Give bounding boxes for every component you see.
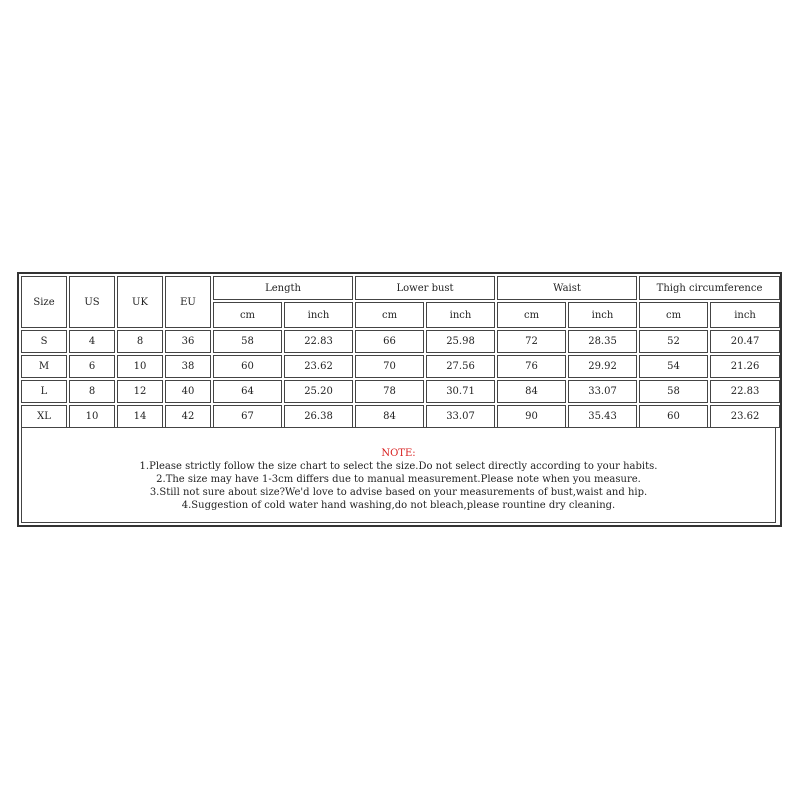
cell-length-inch: 23.62	[284, 355, 353, 378]
cell-thigh-inch: 23.62	[710, 405, 780, 428]
cell-bust-cm: 78	[355, 380, 424, 403]
header-waist: Waist	[497, 276, 637, 300]
cell-length-inch: 25.20	[284, 380, 353, 403]
note-line: 1.Please strictly follow the size chart to select the size.Do not select directly according to your habits.	[139, 461, 658, 472]
cell-thigh-inch: 21.26	[710, 355, 780, 378]
table-header-row	[21, 276, 780, 300]
size-chart	[17, 272, 782, 527]
cell-eu: 40	[165, 380, 211, 403]
unit-cm: cm	[639, 302, 708, 328]
header-uk: UK	[117, 276, 163, 328]
note-line: 4.Suggestion of cold water hand washing,do not bleach,please rountine dry cleaning.	[181, 500, 616, 511]
cell-thigh-inch: 20.47	[710, 330, 780, 353]
table-row	[21, 355, 780, 378]
cell-waist-inch: 29.92	[568, 355, 637, 378]
cell-size: M	[21, 355, 67, 378]
cell-us: 10	[69, 405, 115, 428]
header-lower-bust: Lower bust	[355, 276, 495, 300]
cell-bust-inch: 30.71	[426, 380, 495, 403]
cell-uk: 10	[117, 355, 163, 378]
table-row	[21, 405, 780, 428]
cell-waist-cm: 76	[497, 355, 566, 378]
cell-waist-inch: 35.43	[568, 405, 637, 428]
cell-bust-inch: 27.56	[426, 355, 495, 378]
cell-uk: 12	[117, 380, 163, 403]
size-table	[19, 274, 782, 430]
header-size: Size	[21, 276, 67, 328]
cell-bust-inch: 25.98	[426, 330, 495, 353]
note-line: 3.Still not sure about size?We'd love to advise based on your measurements of bust,waist and hip.	[149, 487, 648, 498]
cell-waist-cm: 84	[497, 380, 566, 403]
notes-box	[21, 427, 776, 523]
cell-eu: 42	[165, 405, 211, 428]
cell-length-cm: 60	[213, 355, 282, 378]
cell-uk: 14	[117, 405, 163, 428]
cell-bust-inch: 33.07	[426, 405, 495, 428]
cell-thigh-cm: 58	[639, 380, 708, 403]
cell-us: 8	[69, 380, 115, 403]
unit-inch: inch	[426, 302, 495, 328]
cell-thigh-cm: 52	[639, 330, 708, 353]
cell-eu: 38	[165, 355, 211, 378]
cell-size: S	[21, 330, 67, 353]
note-title: NOTE:	[381, 448, 416, 459]
table-row	[21, 330, 780, 353]
cell-size: L	[21, 380, 67, 403]
cell-us: 6	[69, 355, 115, 378]
note-line: 2.The size may have 1-3cm differs due to manual measurement.Please note when you measure.	[156, 474, 641, 485]
cell-length-inch: 26.38	[284, 405, 353, 428]
cell-waist-cm: 90	[497, 405, 566, 428]
header-us: US	[69, 276, 115, 328]
cell-bust-cm: 70	[355, 355, 424, 378]
table-row	[21, 380, 780, 403]
cell-waist-inch: 33.07	[568, 380, 637, 403]
unit-inch: inch	[568, 302, 637, 328]
cell-us: 4	[69, 330, 115, 353]
unit-cm: cm	[355, 302, 424, 328]
cell-length-cm: 67	[213, 405, 282, 428]
header-length: Length	[213, 276, 353, 300]
cell-eu: 36	[165, 330, 211, 353]
cell-waist-cm: 72	[497, 330, 566, 353]
cell-length-inch: 22.83	[284, 330, 353, 353]
unit-inch: inch	[284, 302, 353, 328]
cell-length-cm: 64	[213, 380, 282, 403]
cell-bust-cm: 84	[355, 405, 424, 428]
cell-length-cm: 58	[213, 330, 282, 353]
cell-uk: 8	[117, 330, 163, 353]
cell-size: XL	[21, 405, 67, 428]
cell-waist-inch: 28.35	[568, 330, 637, 353]
cell-thigh-cm: 60	[639, 405, 708, 428]
cell-bust-cm: 66	[355, 330, 424, 353]
header-eu: EU	[165, 276, 211, 328]
unit-cm: cm	[497, 302, 566, 328]
header-thigh: Thigh circumference	[639, 276, 780, 300]
cell-thigh-inch: 22.83	[710, 380, 780, 403]
unit-inch: inch	[710, 302, 780, 328]
unit-cm: cm	[213, 302, 282, 328]
cell-thigh-cm: 54	[639, 355, 708, 378]
